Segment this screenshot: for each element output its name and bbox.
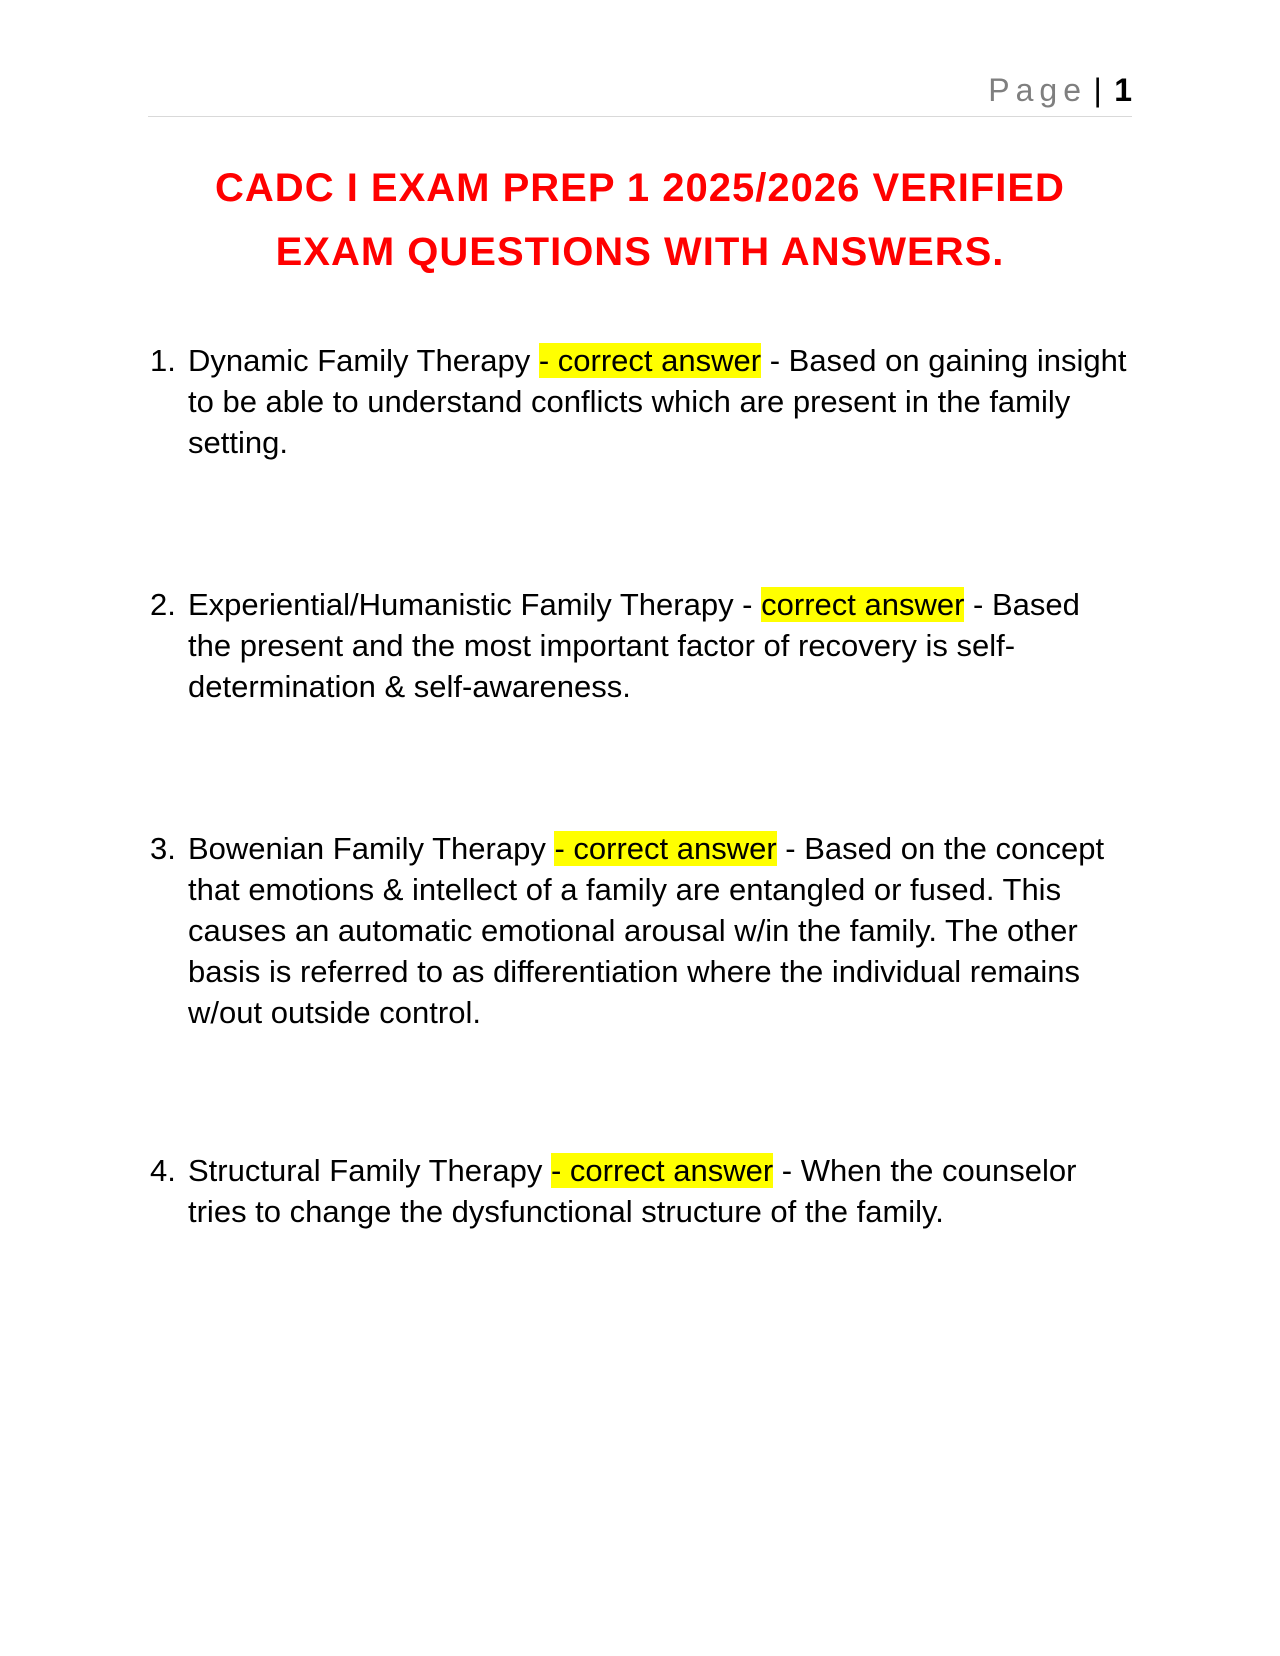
item-term: Bowenian Family Therapy bbox=[188, 831, 555, 866]
question-item-4 bbox=[150, 1150, 1130, 1232]
answer-highlight: - correct answer bbox=[554, 831, 777, 866]
item-body bbox=[188, 828, 1130, 1033]
question-item-1 bbox=[150, 340, 1130, 463]
item-definition: - Based the present and the most important factor of recovery is self- determination & self-awareness. bbox=[188, 587, 1080, 704]
page-separator: | bbox=[1093, 72, 1102, 108]
item-number: 1. bbox=[150, 343, 176, 378]
answer-highlight: correct answer bbox=[761, 587, 965, 622]
item-definition: - Based on the concept that emotions & intellect of a family are entangled or fused. This causes an automatic emotional arousal w/in the family. The other basis is referred to as differentiation where the individual remains w/out outside control. bbox=[188, 831, 1105, 1030]
document-title bbox=[130, 156, 1150, 284]
answer-highlight: - correct answer bbox=[550, 1153, 774, 1188]
page-label: Page bbox=[988, 72, 1087, 108]
title-line-1: CADC I EXAM PREP 1 2025/2026 VERIFIED bbox=[215, 166, 1065, 210]
question-item-3 bbox=[150, 828, 1130, 1033]
page-number: 1 bbox=[1114, 72, 1132, 108]
item-body bbox=[188, 584, 1130, 707]
item-body bbox=[188, 340, 1130, 463]
item-term: Experiential/Humanistic Family Therapy - bbox=[188, 587, 762, 622]
item-body bbox=[188, 1150, 1130, 1232]
item-term: Dynamic Family Therapy bbox=[188, 343, 539, 378]
item-number: 2. bbox=[150, 587, 176, 622]
page-header bbox=[148, 72, 1132, 117]
answer-highlight: - correct answer bbox=[538, 343, 762, 378]
item-definition: - Based on gaining insight to be able to understand conflicts which are present in the family setting. bbox=[188, 343, 1127, 460]
title-line-2: EXAM QUESTIONS WITH ANSWERS. bbox=[275, 230, 1005, 274]
item-term: Structural Family Therapy bbox=[188, 1153, 551, 1188]
item-number: 4. bbox=[150, 1153, 176, 1188]
question-item-2 bbox=[150, 584, 1130, 707]
item-definition: - When the counselor tries to change the dysfunctional structure of the family. bbox=[188, 1153, 1077, 1229]
item-number: 3. bbox=[150, 831, 176, 866]
